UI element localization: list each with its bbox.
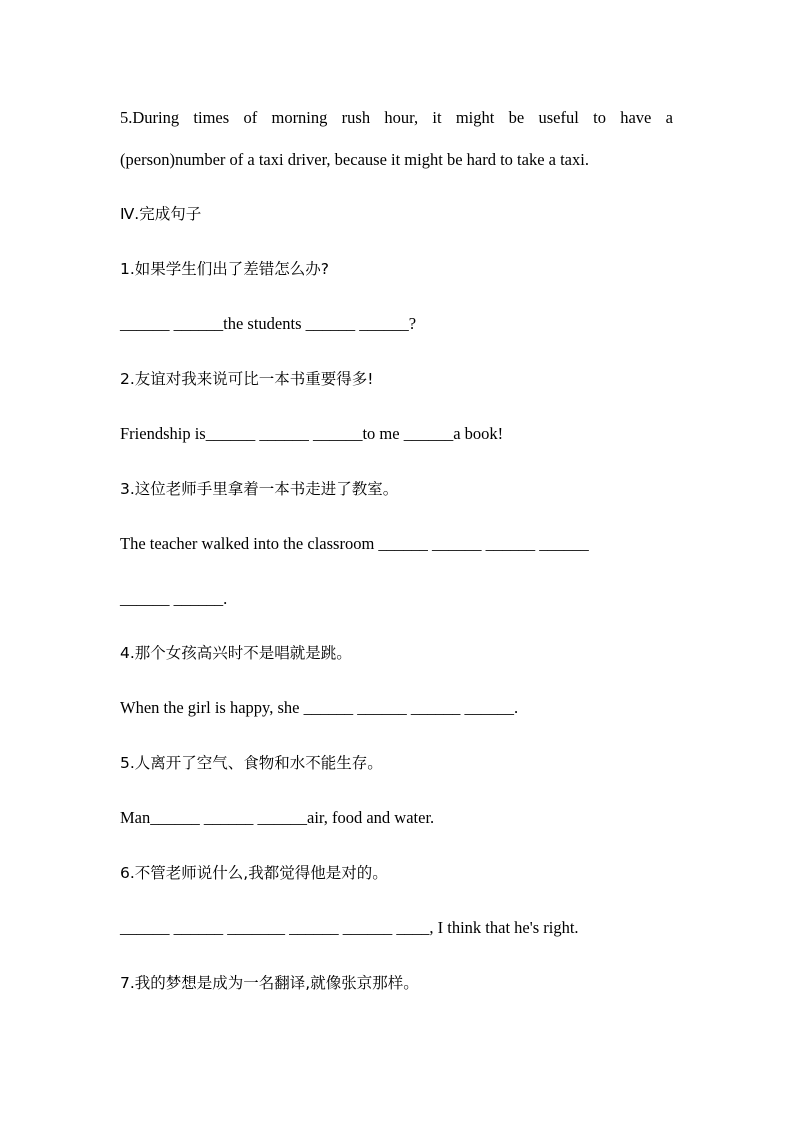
question-4-english: When the girl is happy, she ______ ______ ______ ______.: [120, 698, 519, 717]
question-6-chinese: 6.不管老师说什么,我都觉得他是对的。: [120, 864, 388, 882]
question-3-english: The teacher walked into the classroom ______ ______ ______ ______: [120, 534, 589, 553]
section-heading: Ⅳ.完成句子: [120, 205, 202, 223]
question-3-english-continued: ______ ______.: [120, 589, 228, 608]
question-3-chinese: 3.这位老师手里拿着一本书走进了教室。: [120, 480, 399, 498]
question-6-english: ______ ______ _______ ______ ______ ____, I think that he's right.: [120, 918, 579, 937]
question-5-english: Man______ ______ ______air, food and water.: [120, 808, 435, 827]
question-1-english: ______ ______the students ______ ______?: [120, 314, 417, 333]
question-4-chinese: 4.那个女孩高兴时不是唱就是跳。: [120, 644, 352, 662]
question-1-chinese: 1.如果学生们出了差错怎么办?: [120, 260, 330, 278]
question-2-chinese: 2.友谊对我来说可比一本书重要得多!: [120, 370, 374, 388]
exercise-5-line-2: (person)number of a taxi driver, because it might be hard to take a taxi.: [120, 150, 589, 169]
question-5-chinese: 5.人离开了空气、食物和水不能生存。: [120, 754, 383, 772]
question-2-english: Friendship is______ ______ ______to me ______a book!: [120, 424, 504, 443]
question-7-chinese: 7.我的梦想是成为一名翻译,就像张京那样。: [120, 974, 419, 992]
exercise-5-line-1: 5.During times of morning rush hour, it might be useful to have a: [120, 108, 673, 127]
